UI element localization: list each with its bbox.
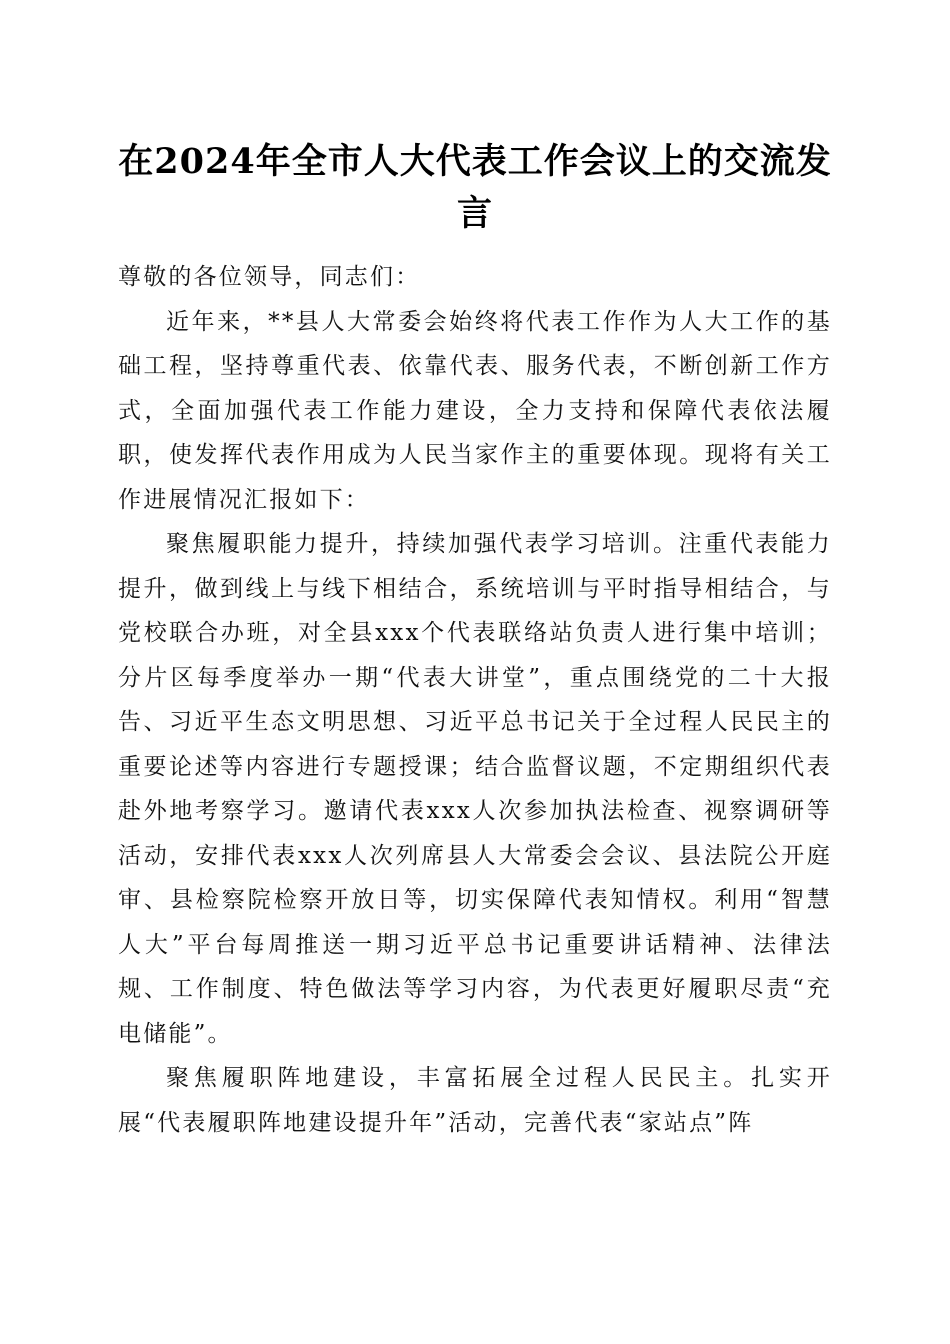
document-title: 在2024年全市人大代表工作会议上的交流发言 bbox=[118, 141, 832, 234]
paragraph-intro: 近年来，**县人大常委会始终将代表工作作为人大工作的基础工程，坚持尊重代表、依靠代表、服务代表，不断创新工作方式，全面加强代表工作能力建设，全力支持和保障代表依法履职，使发挥代表作用成为人民当家作主的重要体现。现将有关工作进展情况汇报如下： bbox=[118, 308, 832, 513]
salutation: 尊敬的各位领导，同志们： bbox=[118, 264, 421, 290]
paragraph-training: 聚焦履职能力提升，持续加强代表学习培训。注重代表能力提升，做到线上与线下相结合，系统培训与平时指导相结合，与党校联合办班，对全县xxx个代表联络站负责人进行集中培训；分片区每季度举办一期“代表大讲堂”，重点围绕党的二十大报告、习近平生态文明思想、习近平总书记关于全过程人民民主的重要论述等内容进行专题授课；结合监督议题，不定期组织代表赴外地考察学习。邀请代表xxx人次参加执法检查、视察调研等活动，安排代表xxx人次列席县人大常委会会议、县法院公开庭审、县检察院检察开放日等，切实保障代表知情权。利用“智慧人大”平台每周推送一期习近平总书记重要讲话精神、法律法规、工作制度、特色做法等学习内容，为代表更好履职尽责“充电储能”。 bbox=[118, 531, 832, 1047]
document-body bbox=[118, 255, 832, 1145]
paragraph-position-building: 聚焦履职阵地建设，丰富拓展全过程人民民主。扎实开展“代表履职阵地建设提升年”活动，完善代表“家站点”阵 bbox=[118, 1065, 832, 1136]
